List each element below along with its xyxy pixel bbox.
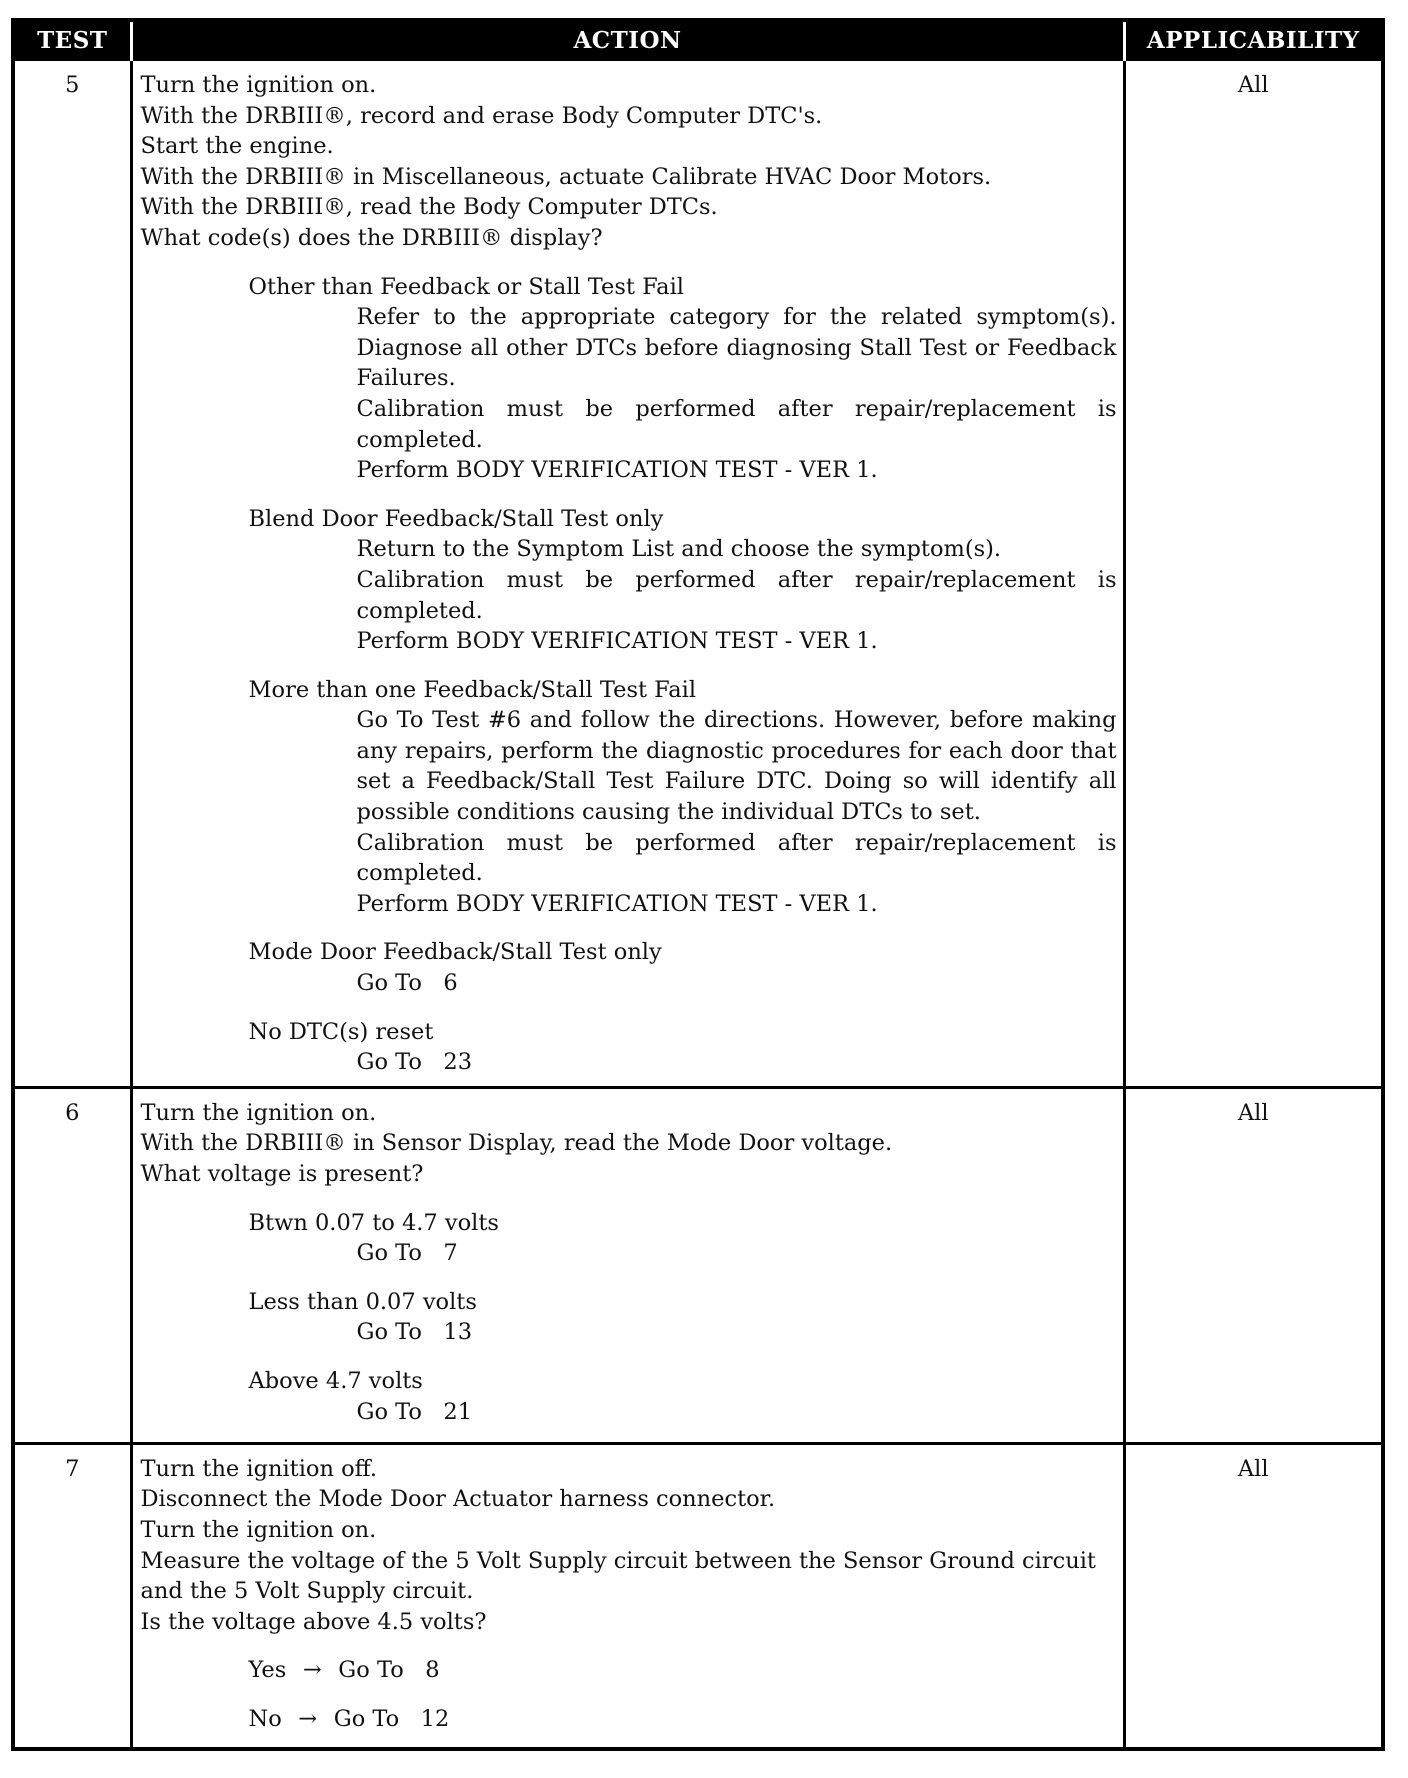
answer-instructions — [357, 1317, 1117, 1348]
action-cell — [131, 60, 1124, 1088]
applicability-value: All — [1124, 1443, 1383, 1749]
answer-label: No DTC(s) reset — [248, 1018, 434, 1045]
table-row-test-7 — [13, 1443, 1383, 1749]
answer-instructions — [357, 968, 1117, 999]
instruction-text: Perform BODY VERIFICATION TEST - VER 1. — [356, 457, 878, 484]
answer-branch — [249, 1287, 1117, 1348]
header-test: TEST — [13, 20, 131, 60]
goto-link[interactable]: Go To 13 — [356, 1319, 473, 1346]
instruction-text: Calibration must be performed after repair/replacement is completed. — [356, 395, 1117, 453]
step-text: With the DRBIII®, read the Body Computer DTCs. — [140, 194, 718, 221]
test-number: 6 — [13, 1087, 131, 1443]
step-text: Turn the ignition on. — [140, 72, 377, 98]
step-text: Turn the ignition off. — [140, 1455, 377, 1482]
answer-branch — [249, 675, 1117, 920]
header-action: ACTION — [131, 20, 1124, 60]
answer-label: Mode Door Feedback/Stall Test only — [248, 939, 662, 966]
answer-label: Above 4.7 volts — [248, 1367, 423, 1394]
instruction-text: Calibration must be performed after repair/replacement is completed. — [356, 829, 1117, 887]
instruction-text: Perform BODY VERIFICATION TEST - VER 1. — [356, 890, 878, 917]
answer-branch — [249, 272, 1117, 486]
arrow-right-icon: → — [302, 1657, 322, 1684]
step-text: With the DRBIII® in Miscellaneous, actuate Calibrate HVAC Door Motors. — [140, 163, 992, 190]
arrow-right-icon: → — [298, 1705, 318, 1732]
instruction-text: Go To Test #6 and follow the directions. However, before making any repairs, perform the diagnostic procedures for each door that set a Feedback/Stall Test Failure DTC. Doing so will identify all possible conditions causing the individual DTCs to set. — [356, 707, 1117, 826]
step-text: Turn the ignition on. — [140, 1099, 377, 1126]
diagnostic-table — [11, 18, 1385, 1751]
answer-branch-no — [249, 1704, 1117, 1735]
goto-link[interactable]: Go To 6 — [356, 970, 458, 997]
instruction-text: Calibration must be performed after repair/replacement is completed. — [356, 566, 1117, 624]
action-cell — [131, 1087, 1124, 1443]
answer-yes: Yes — [248, 1657, 287, 1684]
answer-branch — [249, 1017, 1117, 1078]
action-cell — [131, 1443, 1124, 1749]
answer-branch — [249, 1366, 1117, 1427]
goto-link[interactable]: Go To 21 — [356, 1398, 473, 1425]
answer-instructions — [357, 1238, 1117, 1269]
table-row-test-6 — [13, 1087, 1383, 1443]
step-text: Turn the ignition on. — [140, 1517, 377, 1543]
question-text: Is the voltage above 4.5 volts? — [140, 1608, 487, 1635]
step-text: and the 5 Volt Supply circuit. — [140, 1578, 474, 1605]
answer-no: No — [248, 1705, 282, 1732]
instruction-text: Return to the Symptom List and choose the symptom(s). — [356, 536, 1002, 563]
step-text: Measure the voltage of the 5 Volt Supply circuit between the Sensor Ground circuit — [140, 1547, 1096, 1574]
step-text: Disconnect the Mode Door Actuator harness connector. — [140, 1486, 776, 1513]
answer-instructions — [357, 1047, 1117, 1078]
yes-no-option — [249, 1655, 1117, 1686]
answer-branch — [249, 1208, 1117, 1269]
answer-instructions — [357, 1397, 1117, 1428]
step-text: Start the engine. — [140, 133, 334, 160]
answer-label: Less than 0.07 volts — [248, 1288, 477, 1315]
answer-label: Btwn 0.07 to 4.7 volts — [248, 1209, 499, 1236]
answer-label: Other than Feedback or Stall Test Fail — [248, 273, 684, 300]
answer-instructions — [357, 302, 1117, 486]
goto-link[interactable]: Go To 12 — [333, 1705, 450, 1732]
goto-link[interactable]: Go To 8 — [338, 1657, 440, 1684]
instruction-text: Refer to the appropriate category for the related symptom(s). Diagnose all other DTCs before diagnosing Stall Test or Feedback Failures. — [356, 304, 1117, 392]
table-row-test-5 — [13, 60, 1383, 1088]
test-number: 5 — [13, 60, 131, 1088]
answer-label: Blend Door Feedback/Stall Test only — [248, 505, 664, 532]
answer-branch — [249, 937, 1117, 998]
instruction-text: Perform BODY VERIFICATION TEST - VER 1. — [356, 628, 878, 655]
step-text: With the DRBIII® in Sensor Display, read the Mode Door voltage. — [140, 1130, 893, 1157]
header-applicability: APPLICABILITY — [1124, 20, 1383, 60]
answer-instructions — [357, 534, 1117, 656]
question-text: What code(s) does the DRBIII® display? — [140, 224, 603, 251]
answer-instructions — [357, 705, 1117, 919]
applicability-value: All — [1124, 1087, 1383, 1443]
goto-link[interactable]: Go To 7 — [356, 1240, 458, 1267]
answer-branch — [249, 504, 1117, 657]
question-text: What voltage is present? — [140, 1161, 424, 1187]
answer-branch-yes — [249, 1655, 1117, 1686]
step-text: With the DRBIII®, record and erase Body Computer DTC's. — [140, 102, 823, 129]
applicability-value: All — [1124, 60, 1383, 1088]
goto-link[interactable]: Go To 23 — [356, 1049, 473, 1076]
answer-label: More than one Feedback/Stall Test Fail — [248, 676, 697, 703]
yes-no-option — [249, 1704, 1117, 1735]
diagnostic-sheet — [11, 18, 1385, 1751]
table-header — [13, 20, 1383, 60]
test-number: 7 — [13, 1443, 131, 1749]
